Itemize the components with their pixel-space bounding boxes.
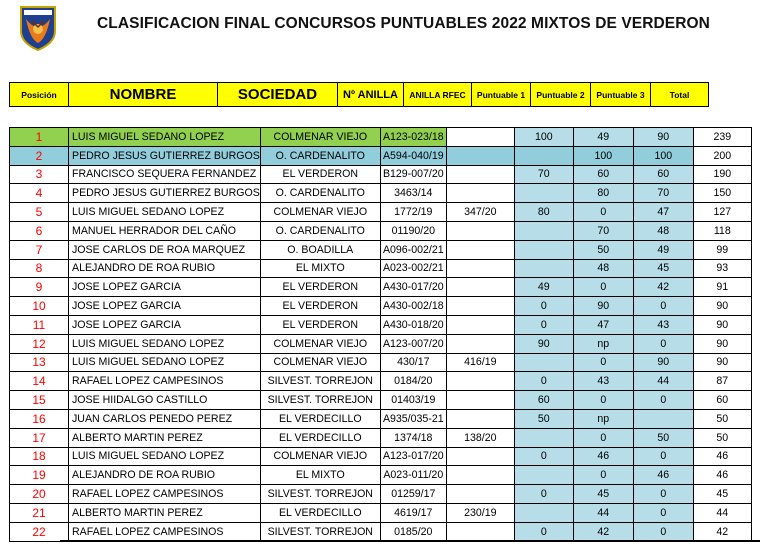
cell-nombre: JOSE LOPEZ GARCIA (69, 297, 261, 316)
header-puntuable-2: Puntuable 2 (531, 83, 591, 107)
cell-anilla: A123-017/20 (380, 447, 446, 466)
cell-puntuable-1: 0 (514, 485, 573, 504)
table-row (10, 503, 752, 522)
cell-nombre: RAFAEL LOPEZ CAMPESINOS (69, 522, 261, 541)
cell-anilla: 0185/20 (380, 522, 446, 541)
cell-position: 20 (10, 485, 69, 504)
cell-sociedad: O. CARDENALITO (260, 221, 380, 240)
cell-anilla: B129-007/20 (380, 165, 446, 184)
cell-total: 99 (693, 240, 751, 259)
cell-sociedad: EL VERDERON (260, 297, 380, 316)
table-bottom-border (60, 540, 760, 542)
cell-puntuable-3: 0 (633, 522, 693, 541)
cell-total: 90 (693, 297, 751, 316)
cell-sociedad: EL MIXTO (260, 259, 380, 278)
cell-anilla: A023-011/20 (380, 466, 446, 485)
header-anilla-rfec: ANILLA RFEC (404, 83, 472, 107)
cell-puntuable-1 (514, 503, 573, 522)
cell-puntuable-1: 90 (514, 334, 573, 353)
cell-puntuable-3: 100 (633, 146, 693, 165)
cell-puntuable-1 (514, 466, 573, 485)
header-puntuable-3: Puntuable 3 (591, 83, 651, 107)
cell-position: 12 (10, 334, 69, 353)
cell-nombre: ALBERTO MARTIN PEREZ (69, 503, 261, 522)
cell-position: 17 (10, 428, 69, 447)
cell-anilla-rfec (446, 466, 514, 485)
cell-total: 93 (693, 259, 751, 278)
cell-position: 15 (10, 391, 69, 410)
cell-puntuable-3: 90 (633, 353, 693, 372)
cell-total: 127 (693, 203, 751, 222)
cell-puntuable-1 (514, 184, 573, 203)
cell-nombre: ALEJANDRO DE ROA RUBIO (69, 466, 261, 485)
cell-anilla-rfec: 347/20 (446, 203, 514, 222)
ranking-table (9, 127, 752, 542)
cell-puntuable-2: np (573, 334, 633, 353)
cell-puntuable-1 (514, 259, 573, 278)
cell-total: 46 (693, 447, 751, 466)
cell-anilla: 430/17 (380, 353, 446, 372)
table-row (10, 372, 752, 391)
table-row (10, 315, 752, 334)
table-row (10, 297, 752, 316)
cell-puntuable-3: 49 (633, 240, 693, 259)
cell-puntuable-3: 45 (633, 259, 693, 278)
header-nombre: NOMBRE (69, 83, 218, 107)
cell-puntuable-2: 100 (573, 146, 633, 165)
cell-anilla-rfec (446, 128, 514, 147)
cell-sociedad: SILVEST. TORREJON (260, 485, 380, 504)
cell-sociedad: COLMENAR VIEJO (260, 353, 380, 372)
cell-puntuable-1 (514, 240, 573, 259)
table-row (10, 184, 752, 203)
cell-anilla-rfec (446, 372, 514, 391)
cell-position: 22 (10, 522, 69, 541)
cell-anilla-rfec (446, 240, 514, 259)
table-row (10, 146, 752, 165)
table-row (10, 391, 752, 410)
header-position: Posición (10, 83, 69, 107)
cell-anilla-rfec (446, 485, 514, 504)
table-row (10, 165, 752, 184)
cell-total: 44 (693, 503, 751, 522)
table-row (10, 409, 752, 428)
cell-total: 150 (693, 184, 751, 203)
header-sociedad: SOCIEDAD (218, 83, 338, 107)
cell-position: 7 (10, 240, 69, 259)
cell-anilla-rfec (446, 334, 514, 353)
cell-anilla: 1772/19 (380, 203, 446, 222)
cell-puntuable-1 (514, 428, 573, 447)
table-header (9, 82, 709, 107)
cell-puntuable-2: 80 (573, 184, 633, 203)
cell-nombre: PEDRO JESUS GUTIERREZ BURGOS (69, 146, 261, 165)
cell-puntuable-3: 42 (633, 278, 693, 297)
cell-puntuable-1: 60 (514, 391, 573, 410)
cell-position: 1 (10, 128, 69, 147)
header-puntuable-1: Puntuable 1 (472, 83, 531, 107)
cell-puntuable-2: 0 (573, 391, 633, 410)
table-row (10, 447, 752, 466)
cell-position: 21 (10, 503, 69, 522)
cell-sociedad: O. CARDENALITO (260, 184, 380, 203)
cell-position: 3 (10, 165, 69, 184)
cell-position: 6 (10, 221, 69, 240)
cell-nombre: JOSE CARLOS DE ROA MARQUEZ (69, 240, 261, 259)
cell-nombre: FRANCISCO SEQUERA FERNANDEZ (69, 165, 261, 184)
cell-anilla: A430-018/20 (380, 315, 446, 334)
cell-puntuable-2: 0 (573, 428, 633, 447)
cell-total: 90 (693, 334, 751, 353)
cell-puntuable-3: 43 (633, 315, 693, 334)
cell-total: 50 (693, 428, 751, 447)
cell-nombre: LUIS MIGUEL SEDANO LOPEZ (69, 203, 261, 222)
cell-anilla: 0184/20 (380, 372, 446, 391)
cell-anilla: A123-023/18 (380, 128, 446, 147)
header-anilla: Nº ANILLA (338, 83, 404, 107)
cell-anilla-rfec (446, 146, 514, 165)
table-row (10, 522, 752, 541)
page-title: CLASIFICACION FINAL CONCURSOS PUNTUABLES 2022 MIXTOS DE VERDERON (97, 15, 710, 32)
cell-anilla-rfec (446, 184, 514, 203)
cell-anilla: 01403/19 (380, 391, 446, 410)
table-row (10, 128, 752, 147)
cell-sociedad: COLMENAR VIEJO (260, 334, 380, 353)
cell-puntuable-3: 0 (633, 447, 693, 466)
cell-total: 91 (693, 278, 751, 297)
cell-puntuable-3: 0 (633, 334, 693, 353)
cell-puntuable-2: 90 (573, 297, 633, 316)
cell-nombre: LUIS MIGUEL SEDANO LOPEZ (69, 128, 261, 147)
cell-total: 200 (693, 146, 751, 165)
cell-puntuable-1: 50 (514, 409, 573, 428)
cell-puntuable-2: 48 (573, 259, 633, 278)
cell-anilla-rfec (446, 315, 514, 334)
cell-anilla-rfec (446, 391, 514, 410)
cell-puntuable-1: 100 (514, 128, 573, 147)
cell-sociedad: SILVEST. TORREJON (260, 522, 380, 541)
cell-nombre: JOSE LOPEZ GARCIA (69, 315, 261, 334)
cell-nombre: JOSE LOPEZ GARCIA (69, 278, 261, 297)
cell-puntuable-2: 47 (573, 315, 633, 334)
cell-puntuable-2: 70 (573, 221, 633, 240)
cell-total: 90 (693, 353, 751, 372)
table-row (10, 353, 752, 372)
cell-total: 42 (693, 522, 751, 541)
table-row (10, 203, 752, 222)
cell-sociedad: EL VERDERON (260, 278, 380, 297)
cell-puntuable-3: 0 (633, 391, 693, 410)
cell-position: 10 (10, 297, 69, 316)
table-row (10, 334, 752, 353)
cell-puntuable-2: 45 (573, 485, 633, 504)
cell-anilla: 4619/17 (380, 503, 446, 522)
cell-puntuable-1: 0 (514, 315, 573, 334)
cell-position: 2 (10, 146, 69, 165)
table-row (10, 428, 752, 447)
cell-sociedad: EL VERDECILLO (260, 409, 380, 428)
cell-sociedad: EL VERDERON (260, 165, 380, 184)
cell-anilla-rfec (446, 221, 514, 240)
table-row (10, 466, 752, 485)
cell-puntuable-3: 0 (633, 503, 693, 522)
cell-nombre: PEDRO JESUS GUTIERREZ BURGOS (69, 184, 261, 203)
cell-nombre: ALEJANDRO DE ROA RUBIO (69, 259, 261, 278)
cell-position: 16 (10, 409, 69, 428)
cell-puntuable-1: 0 (514, 372, 573, 391)
cell-puntuable-3: 47 (633, 203, 693, 222)
cell-position: 9 (10, 278, 69, 297)
cell-anilla-rfec (446, 278, 514, 297)
cell-total: 87 (693, 372, 751, 391)
cell-puntuable-2: 0 (573, 278, 633, 297)
cell-puntuable-3: 44 (633, 372, 693, 391)
cell-nombre: ALBERTO MARTIN PEREZ (69, 428, 261, 447)
cell-anilla: A430-002/18 (380, 297, 446, 316)
cell-anilla: A123-007/20 (380, 334, 446, 353)
cell-sociedad: COLMENAR VIEJO (260, 203, 380, 222)
cell-position: 4 (10, 184, 69, 203)
cell-puntuable-2: 49 (573, 128, 633, 147)
cell-puntuable-3: 70 (633, 184, 693, 203)
cell-total: 50 (693, 409, 751, 428)
cell-nombre: LUIS MIGUEL SEDANO LOPEZ (69, 447, 261, 466)
cell-anilla: 1374/18 (380, 428, 446, 447)
cell-total: 90 (693, 315, 751, 334)
cell-anilla-rfec (446, 165, 514, 184)
cell-puntuable-2: 42 (573, 522, 633, 541)
cell-total: 239 (693, 128, 751, 147)
cell-puntuable-1: 80 (514, 203, 573, 222)
cell-sociedad: SILVEST. TORREJON (260, 391, 380, 410)
cell-nombre: LUIS MIGUEL SEDANO LOPEZ (69, 334, 261, 353)
cell-puntuable-2: 60 (573, 165, 633, 184)
cell-nombre: LUIS MIGUEL SEDANO LOPEZ (69, 353, 261, 372)
cell-puntuable-2: 50 (573, 240, 633, 259)
cell-position: 5 (10, 203, 69, 222)
cell-position: 14 (10, 372, 69, 391)
cell-sociedad: EL VERDECILLO (260, 428, 380, 447)
cell-puntuable-3: 50 (633, 428, 693, 447)
table-row (10, 485, 752, 504)
cell-position: 8 (10, 259, 69, 278)
cell-sociedad: O. CARDENALITO (260, 146, 380, 165)
header-total: Total (651, 83, 709, 107)
cell-puntuable-3: 46 (633, 466, 693, 485)
cell-sociedad: EL VERDECILLO (260, 503, 380, 522)
cell-puntuable-1: 70 (514, 165, 573, 184)
cell-puntuable-3 (633, 409, 693, 428)
table-row (10, 240, 752, 259)
cell-anilla: A096-002/21 (380, 240, 446, 259)
cell-anilla: A430-017/20 (380, 278, 446, 297)
cell-puntuable-2: 44 (573, 503, 633, 522)
cell-sociedad: EL VERDERON (260, 315, 380, 334)
cell-nombre: RAFAEL LOPEZ CAMPESINOS (69, 485, 261, 504)
cell-anilla-rfec (446, 522, 514, 541)
cell-puntuable-1 (514, 221, 573, 240)
table-row (10, 259, 752, 278)
cell-puntuable-2: np (573, 409, 633, 428)
cell-position: 13 (10, 353, 69, 372)
cell-puntuable-2: 46 (573, 447, 633, 466)
cell-sociedad: COLMENAR VIEJO (260, 447, 380, 466)
cell-position: 11 (10, 315, 69, 334)
table-row (10, 221, 752, 240)
cell-total: 118 (693, 221, 751, 240)
cell-puntuable-3: 90 (633, 128, 693, 147)
cell-sociedad: COLMENAR VIEJO (260, 128, 380, 147)
cell-puntuable-1: 0 (514, 447, 573, 466)
cell-puntuable-3: 48 (633, 221, 693, 240)
cell-puntuable-3: 60 (633, 165, 693, 184)
cell-sociedad: O. BOADILLA (260, 240, 380, 259)
cell-position: 18 (10, 447, 69, 466)
cell-total: 46 (693, 466, 751, 485)
cell-total: 45 (693, 485, 751, 504)
cell-puntuable-1 (514, 146, 573, 165)
table-row (10, 278, 752, 297)
cell-anilla-rfec: 138/20 (446, 428, 514, 447)
cell-anilla: 3463/14 (380, 184, 446, 203)
cell-nombre: RAFAEL LOPEZ CAMPESINOS (69, 372, 261, 391)
cell-puntuable-2: 0 (573, 203, 633, 222)
society-crest-icon (18, 5, 58, 51)
cell-puntuable-1: 49 (514, 278, 573, 297)
cell-sociedad: SILVEST. TORREJON (260, 372, 380, 391)
cell-anilla: 01259/17 (380, 485, 446, 504)
cell-nombre: JOSE HIIDALGO CASTILLO (69, 391, 261, 410)
cell-puntuable-3: 0 (633, 297, 693, 316)
cell-anilla: A594-040/19 (380, 146, 446, 165)
cell-anilla-rfec (446, 259, 514, 278)
cell-anilla-rfec (446, 447, 514, 466)
cell-anilla: A023-002/21 (380, 259, 446, 278)
cell-puntuable-2: 0 (573, 466, 633, 485)
cell-puntuable-2: 43 (573, 372, 633, 391)
cell-puntuable-3: 0 (633, 485, 693, 504)
cell-sociedad: EL MIXTO (260, 466, 380, 485)
cell-puntuable-1: 0 (514, 297, 573, 316)
cell-anilla-rfec (446, 409, 514, 428)
cell-total: 60 (693, 391, 751, 410)
cell-anilla-rfec: 230/19 (446, 503, 514, 522)
cell-anilla-rfec: 416/19 (446, 353, 514, 372)
cell-puntuable-1 (514, 353, 573, 372)
cell-puntuable-1: 0 (514, 522, 573, 541)
cell-puntuable-2: 0 (573, 353, 633, 372)
cell-position: 19 (10, 466, 69, 485)
cell-anilla: A935/035-21 (380, 409, 446, 428)
cell-anilla: 01190/20 (380, 221, 446, 240)
cell-nombre: MANUEL HERRADOR DEL CAÑO (69, 221, 261, 240)
cell-nombre: JUAN CARLOS PENEDO PEREZ (69, 409, 261, 428)
cell-anilla-rfec (446, 297, 514, 316)
cell-total: 190 (693, 165, 751, 184)
